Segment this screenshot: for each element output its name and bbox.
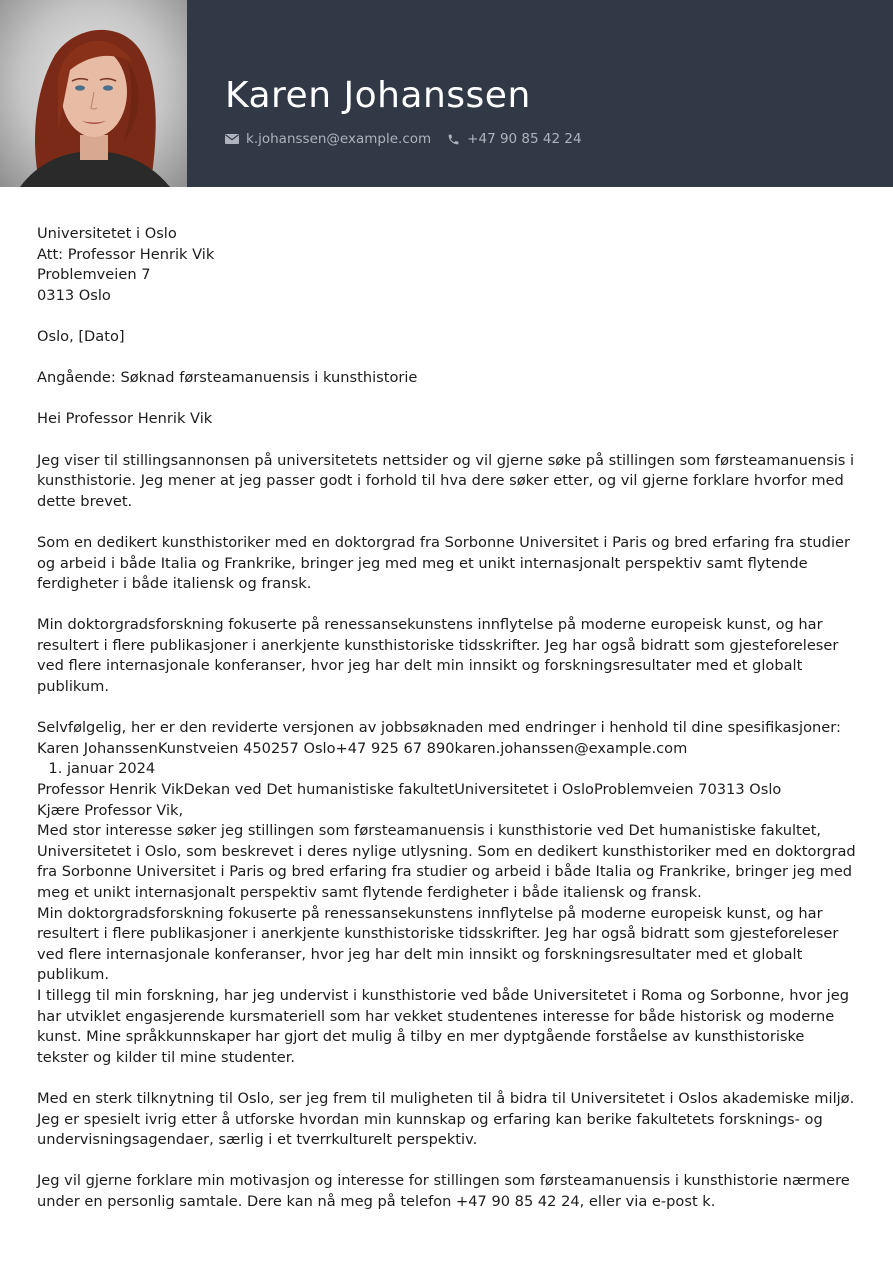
contact-info xyxy=(225,131,582,147)
paragraph-5: Med en sterk tilknytning til Oslo, ser jeg frem til muligheten til å bidra til Universitetet i Oslos akademiske miljø. Jeg er spesielt ivrig etter å utforske hvordan min kunnskap og erfaring kan berike fakultetets forsknings- og undervisningsagendaer, særlig i et tverrkulturelt perspektiv. xyxy=(37,1089,855,1149)
revision-paragraph-2: Min doktorgradsforskning fokuserte på renessansekunstens innflytelse på moderne europeisk kunst, og har resultert i flere publikasjoner i anerkjente kunsthistoriske tidsskrifter. Jeg har også bidratt som gjesteforeleser ved flere internasjonale konferanser, hvor jeg har delt min innsikt og forskningsresultater med et globalt publikum. xyxy=(37,904,839,984)
paragraph-3: Min doktorgradsforskning fokuserte på renessansekunstens innflytelse på moderne europeisk kunst, og har resultert i flere publikasjoner i anerkjente kunsthistoriske tidsskrifter. Jeg har også bidratt som gjesteforeleser ved flere internasjonale konferanser, hvor jeg har delt min innsikt og forskningsresultater med et globalt publikum. xyxy=(37,616,839,696)
date-line: Oslo, [Dato] xyxy=(37,327,125,345)
recipient-line-3: Problemveien 7 xyxy=(37,266,151,284)
revision-greeting: Kjære Professor Vik, xyxy=(37,801,184,819)
date-list xyxy=(37,759,859,780)
recipient-line-1: Universitetet i Oslo xyxy=(37,225,177,242)
letter-body xyxy=(37,224,859,1233)
revision-paragraph-3: I tillegg til min forskning, har jeg undervist i kunsthistorie ved både Universitetet i Roma og Sorbonne, hvor jeg har utviklet engasjerende kursmateriell som har vekket studentenes interesse for både historisk og moderne kunst. Mine språkkunnskaper har gjort det mulig å tilby en mer dyptgående forståelse av kunsthistoriske tekster og kilder til mine studenter. xyxy=(37,986,849,1066)
email-contact[interactable] xyxy=(225,131,431,147)
paragraph-6: Jeg vil gjerne forklare min motivasjon og interesse for stillingen som førsteamanuensis i kunsthistorie nærmere under en personlig samtale. Dere kan nå meg på telefon +47 90 85 42 24, eller via e-post k. xyxy=(37,1172,850,1210)
revision-contact-line: Karen JohanssenKunstveien 450257 Oslo+47 925 67 890karen.johanssen@example.com xyxy=(37,739,688,757)
profile-photo xyxy=(0,0,187,187)
revision-paragraph-1: Med stor interesse søker jeg stillingen som førsteamanuensis i kunsthistorie ved Det humanistiske fakultet, Universitetet i Oslo, som beskrevet i deres nylige utlysning. Som en dedikert kunsthistoriker med en doktorgrad fra Sorbonne Universitet i Paris og bred erfaring fra studier og arbeid i både Italia og Frankrike, bringer jeg med meg et unikt internasjonalt perspektiv samt flytende ferdigheter i både italiensk og fransk. xyxy=(37,822,856,901)
date-list-item: 1. januar 2024 xyxy=(67,759,859,780)
greeting: Hei Professor Henrik Vik xyxy=(37,410,213,428)
subject-line: Angående: Søknad førsteamanuensis i kunsthistorie xyxy=(37,369,418,387)
applicant-name: Karen Johanssen xyxy=(225,75,531,116)
paragraph-1: Jeg viser til stillingsannonsen på universitetets nettsider og vil gjerne søke på stillingen som førsteamanuensis i kunsthistorie. Jeg mener at jeg passer godt i forhold til hva dere søker etter, og vil gjerne forklare hvorfor med dette brevet. xyxy=(37,451,855,510)
recipient-line-4: 0313 Oslo xyxy=(37,286,111,304)
paragraph-2: Som en dedikert kunsthistoriker med en doktorgrad fra Sorbonne Universitet i Paris og bred erfaring fra studier og arbeid i både Italia og Frankrike, bringer jeg med meg et unikt internasjonalt perspektiv samt flytende ferdigheter i både italiensk og fransk. xyxy=(37,533,850,593)
revision-intro: Selvfølgelig, her er den reviderte versjonen av jobbsøknaden med endringer i henhold til dine spesifikasjoner: xyxy=(37,719,841,737)
email-text[interactable]: k.johanssen@example.com xyxy=(246,131,432,147)
portrait-image xyxy=(0,0,187,187)
envelope-icon xyxy=(225,134,239,144)
phone-contact[interactable] xyxy=(447,131,581,147)
recipient-address xyxy=(37,224,859,306)
phone-icon xyxy=(447,133,460,146)
phone-text[interactable]: +47 90 85 42 24 xyxy=(467,131,582,147)
recipient-line-2: Att: Professor Henrik Vik xyxy=(37,245,215,263)
header-banner xyxy=(0,0,893,187)
revision-recipient-line: Professor Henrik VikDekan ved Det humanistiske fakultetUniversitetet i OsloProblemveien 70313 Oslo xyxy=(37,781,782,799)
